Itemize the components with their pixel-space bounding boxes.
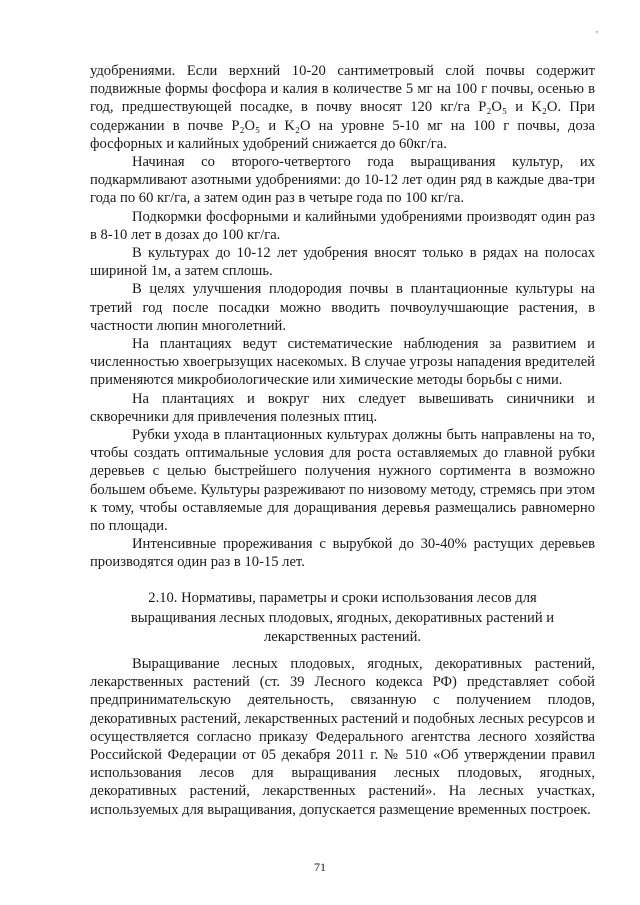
paragraph: Выращивание лесных плодовых, ягодных, декоративных растений, лекарственных растений (ст. 39 Лесного кодекса РФ) представляет собой предпринимательскую деятельность, связанную с получением плодов, декоративных растений, лекарственных растений и подобных лесных ресурсов и осуществляется согласно приказу Федерального агентства лесного хозяйства Российской Федерации от 05 декабря 2011 г. № 510 «Об утверждении правил использования лесов для выращивания лесных плодовых, ягодных, декоративных растений, лекарственных растений». На лесных участках, используемых для выращивания, допускается размещение временных построек. (90, 656, 595, 818)
paragraph: В культурах до 10-12 лет удобрения вносят только в рядах на полосах шириной 1м, а затем сплошь. (90, 245, 595, 280)
paragraph: На плантациях ведут систематические наблюдения за развитием и численностью хвоегрызущих насекомых. В случае угрозы нападения вредителей применяются микробиологические или химические методы борьбы с ними. (90, 336, 595, 389)
paragraph-continuation: удобрениями. Если верхний 10-20 сантиметровый слой почвы содержит подвижные формы фосфора и калия в количестве 5 мг на 100 г почвы, осенью в год, предшествующей посадке, в почву вносят 120 кг/га P₂O₅ и K₂O. При содержании в почве P₂O₅ и K₂O на уровне 5-10 мг на 100 г почвы, доза фосфорных и калийных удобрений снижается до 60кг/га. (90, 63, 595, 152)
paragraph: На плантациях и вокруг них следует вывешивать синичники и скворечники для привлечения полезных птиц. (90, 390, 595, 425)
corner-mark: ' (596, 30, 598, 41)
heading-line: 2.10. Нормативы, параметры и сроки использования лесов для (148, 590, 537, 606)
paragraph: Подкормки фосфорными и калийными удобрениями производят один раз в 8-10 лет в дозах до 100 кг/га. (90, 208, 595, 243)
page-number: 71 (314, 860, 326, 874)
heading-line: выращивания лесных плодовых, ягодных, декоративных растений и (130, 609, 555, 626)
heading-line: лекарственных растений. (263, 629, 422, 645)
paragraph: Начиная со второго-четвертого года выращивания культур, их подкармливают азотными удобрениями: до 10-12 лет один ряд в каждые два-три года по 60 кг/га, а затем один раз в четыре года по 100 кг/га. (90, 154, 595, 207)
body-text-top (90, 62, 595, 572)
section-heading (100, 589, 585, 648)
paragraph: Рубки ухода в плантационных культурах должны быть направлены на то, чтобы создать оптимальные условия для роста оставляемых до главной рубки деревьев с целью быстрейшего получения нужного сортимента в возможно большем объеме. Культуры разреживают по низовому методу, стремясь при этом к тому, чтобы оставляемые для доращивания деревья размещались равномерно по площади. (90, 427, 595, 535)
paragraph: В целях улучшения плодородия почвы в плантационные культуры на третий год после посадки можно вводить почвоулучшающие растения, в частности люпин многолетний. (90, 281, 595, 334)
body-text-bottom (90, 655, 595, 819)
paragraph: Интенсивные прореживания с вырубкой до 30-40% растущих деревьев производятся один раз в 10-15 лет. (90, 536, 595, 571)
